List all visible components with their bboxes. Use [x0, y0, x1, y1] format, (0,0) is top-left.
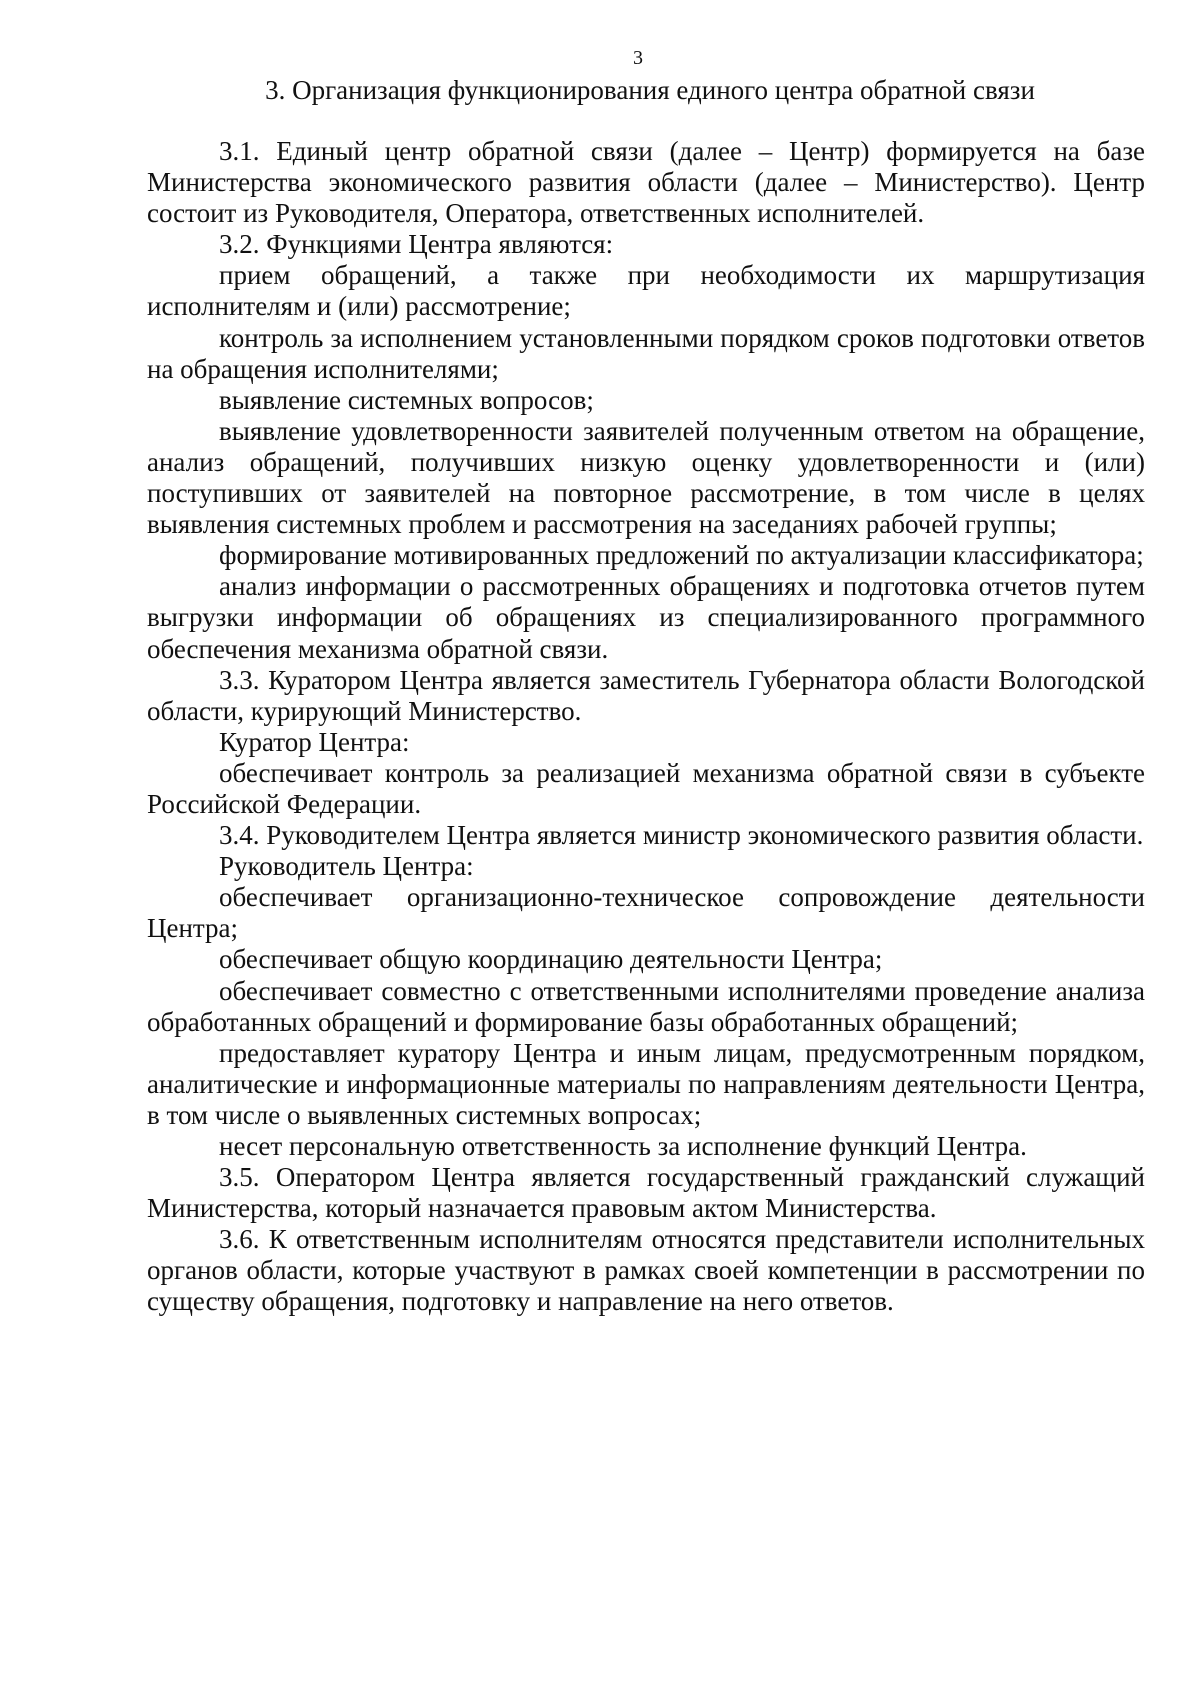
- paragraph: 3.4. Руководителем Центра является министр экономического развития области.: [219, 820, 1144, 851]
- paragraph: выявление удовлетворенности заявителей полученным ответом на обращение, анализ обращений, получивших низкую оценку удовлетворенности и (или) поступивших от заявителей на повторное рассмотрение, в том числе в целях выявления системных проблем и рассмотрения на заседаниях рабочей группы;: [147, 415, 1145, 540]
- paragraph: обеспечивает общую координацию деятельности Центра;: [219, 944, 883, 975]
- page-number: 3: [633, 47, 643, 69]
- paragraph: несет персональную ответственность за исполнение функций Центра.: [219, 1131, 1027, 1161]
- paragraph: контроль за исполнением установленными порядком сроков подготовки ответов на обращения исполнителями;: [147, 322, 1145, 384]
- paragraph: анализ информации о рассмотренных обращениях и подготовка отчетов путем выгрузки информации об обращениях из специализированного программного обеспечения механизма обратной связи.: [147, 571, 1145, 664]
- paragraph: 3.1. Единый центр обратной связи (далее – Центр) формируется на базе Министерства экономического развития области (далее – Министерство). Центр состоит из Руководителя, Оператора, ответственных исполнителей.: [147, 136, 1145, 229]
- paragraph: обеспечивает организационно-техническое сопровождение деятельности Центра;: [147, 882, 1145, 944]
- paragraph: обеспечивает контроль за реализацией механизма обратной связи в субъекте Российской Федерации.: [147, 757, 1145, 819]
- paragraph: 3.5. Оператором Центра является государственный гражданский служащий Министерства, который назначается правовым актом Министерства.: [147, 1162, 1145, 1224]
- paragraph: 3.2. Функциями Центра являются:: [219, 229, 614, 260]
- paragraph: 3.6. К ответственным исполнителям относятся представители исполнительных органов области, которые участвуют в рамках своей компетенции в рассмотрении по существу обращения, подготовку и направление на него ответов.: [147, 1224, 1145, 1317]
- document-body: [147, 136, 1145, 1318]
- paragraph: предоставляет куратору Центра и иным лицам, предусмотренным порядком, аналитические и информационные материалы по направлениям деятельности Центра, в том числе о выявленных системных вопросах;: [147, 1037, 1145, 1130]
- paragraph: выявление системных вопросов;: [219, 384, 594, 415]
- paragraph: Куратор Центра:: [219, 726, 410, 757]
- paragraph: 3.3. Куратором Центра является заместитель Губернатора области Вологодской области, курирующий Министерство.: [147, 664, 1145, 726]
- paragraph: прием обращений, а также при необходимости их маршрутизация исполнителям и (или) рассмотрение;: [147, 260, 1145, 322]
- section-title: 3. Организация функционирования единого центра обратной связи: [265, 75, 1035, 105]
- paragraph: обеспечивает совместно с ответственными исполнителями проведение анализа обработанных обращений и формирование базы обработанных обращений;: [147, 975, 1145, 1037]
- paragraph: формирование мотивированных предложений по актуализации классификатора;: [219, 540, 1144, 571]
- paragraph: Руководитель Центра:: [219, 851, 474, 882]
